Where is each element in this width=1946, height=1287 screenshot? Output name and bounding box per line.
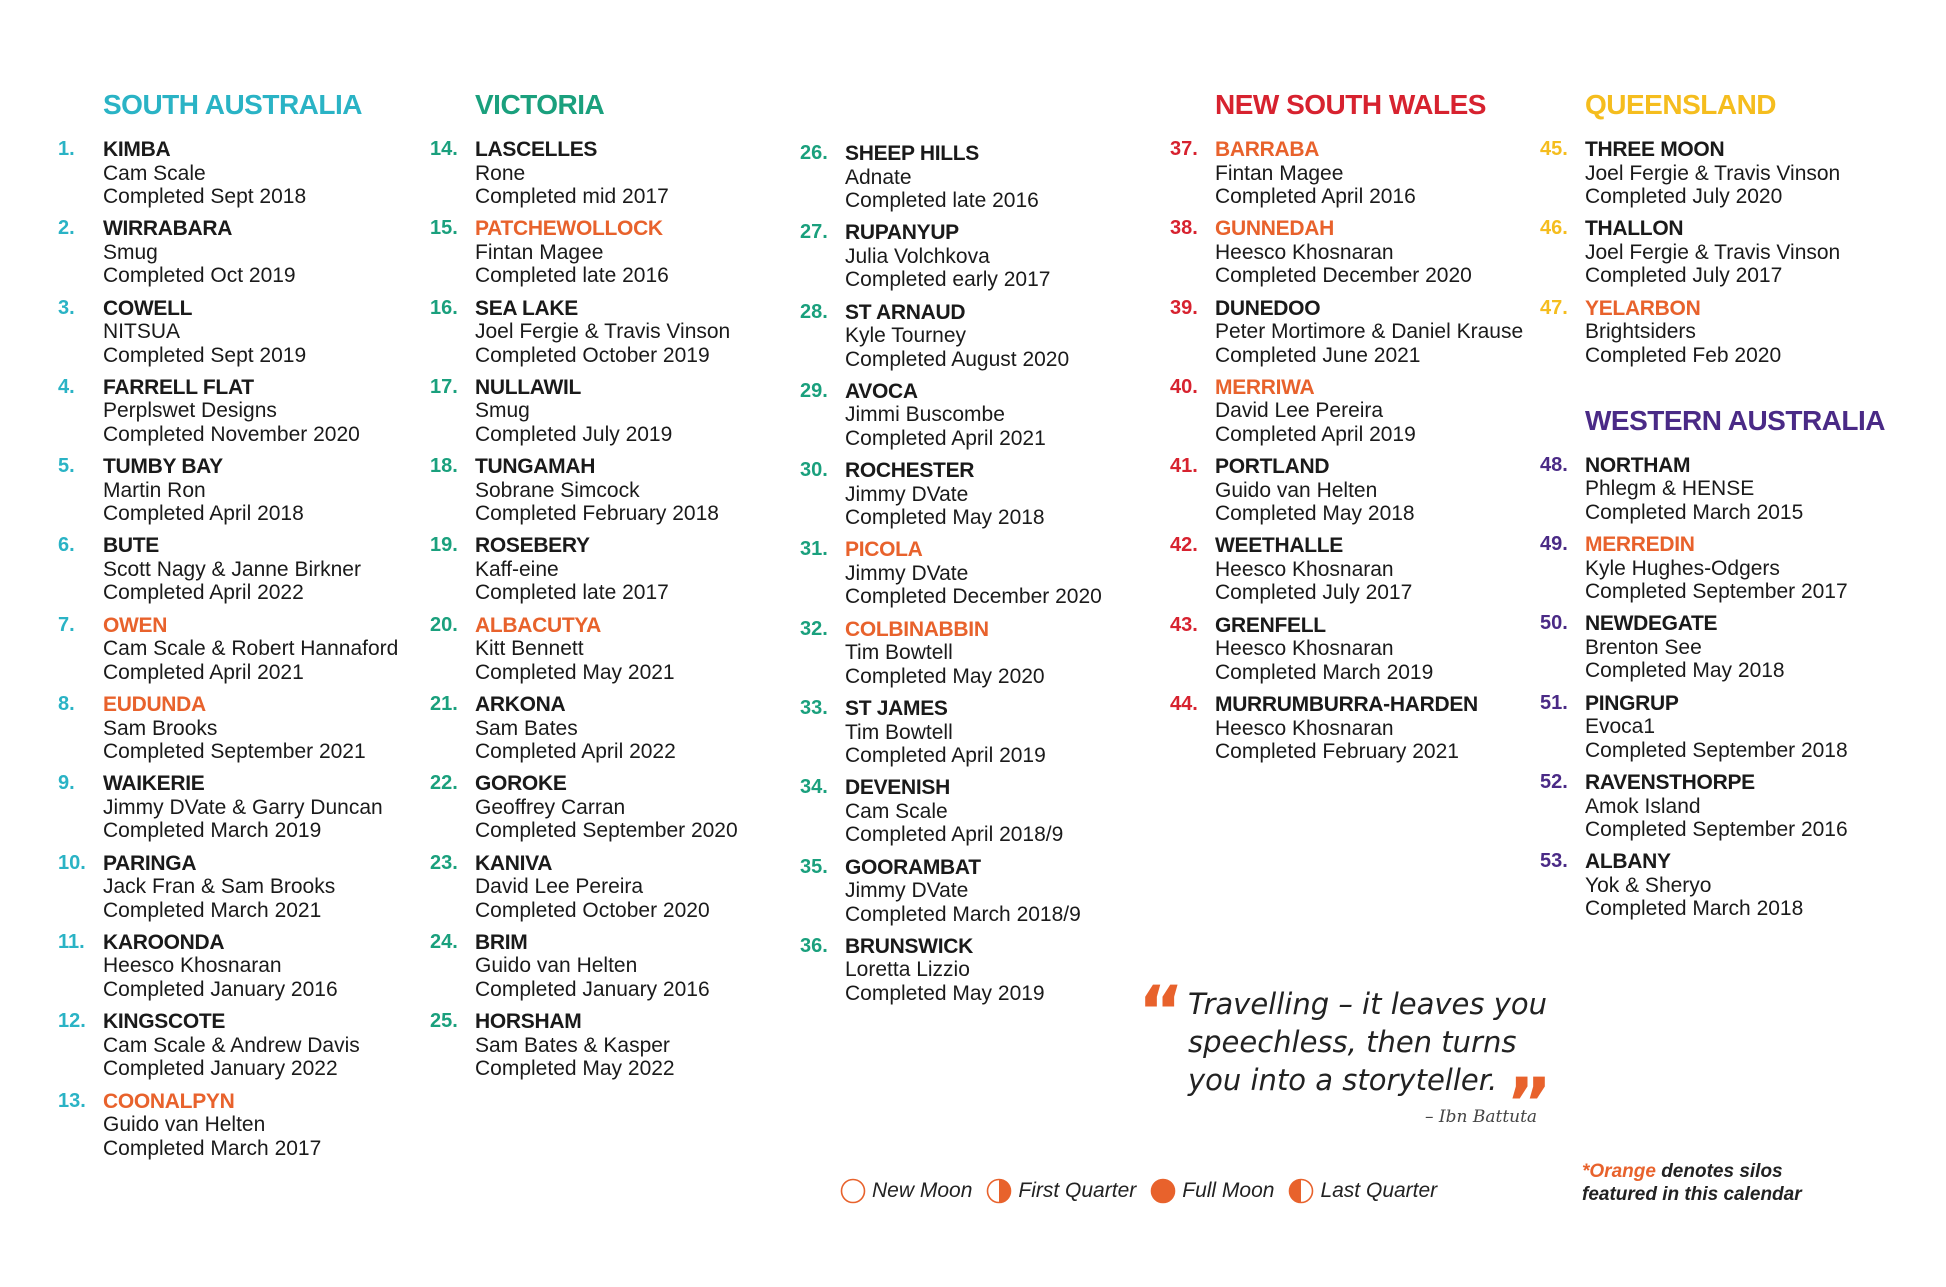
artist-name: NITSUA	[103, 320, 181, 344]
silo-name: LASCELLES	[475, 138, 598, 161]
silo-name: NULLAWIL	[475, 375, 582, 399]
silo-entry	[1170, 138, 1530, 217]
completion-date: Completed March 2018	[1585, 897, 1804, 921]
artist-name: Jimmy DVate & Garry Duncan	[103, 795, 383, 819]
entry-number: 14.	[430, 138, 458, 160]
entry-number: 13.	[58, 1089, 86, 1112]
silo-entry	[1170, 614, 1530, 693]
artist-name: Jack Fran & Sam Brooks	[103, 875, 336, 899]
completion-date: Completed March 2021	[103, 898, 322, 922]
artist-name: Adnate	[845, 165, 912, 189]
silo-name: BRUNSWICK	[845, 934, 973, 958]
silo-name: COLBINABBIN	[845, 617, 989, 641]
legend-label: Full Moon	[1182, 1179, 1275, 1202]
entry-number: 51.	[1540, 691, 1568, 714]
entry-number: 17.	[430, 375, 458, 398]
artist-name: Peter Mortimore & Daniel Krause	[1215, 320, 1524, 344]
silo-name: AVOCA	[845, 379, 918, 403]
silo-entry	[800, 221, 1160, 300]
entry-number: 50.	[1540, 612, 1568, 635]
footnote-line-1: denotes silos	[1655, 1161, 1783, 1182]
quote-line-3: you into a storyteller.	[1188, 1063, 1498, 1097]
completion-date: Completed mid 2017	[475, 185, 669, 208]
column-2	[430, 90, 790, 1090]
artist-name: Heesco Khosnaran	[1215, 240, 1394, 264]
entry-number: 15.	[430, 217, 458, 240]
silo-name: ALBANY	[1585, 850, 1671, 874]
silo-entry	[1170, 376, 1530, 455]
silo-entry	[430, 772, 790, 851]
entry-number: 46.	[1540, 217, 1568, 240]
artist-name: Fintan Magee	[1215, 161, 1344, 185]
silo-name: PATCHEWOLLOCK	[475, 217, 663, 241]
entry-number: 48.	[1540, 453, 1568, 476]
silo-name: BRIM	[475, 930, 528, 954]
silo-entry	[430, 138, 790, 217]
completion-date: Completed February 2018	[475, 502, 719, 526]
entry-number: 47.	[1540, 296, 1568, 319]
completion-date: Completed April 2021	[103, 660, 304, 684]
artist-name: Brightsiders	[1585, 320, 1696, 344]
silo-name: ST JAMES	[845, 697, 948, 721]
silo-name: BUTE	[103, 534, 159, 558]
artist-name: Cam Scale	[845, 799, 948, 823]
entry-number: 35.	[800, 855, 828, 878]
artist-name: Martin Ron	[103, 478, 206, 502]
legend-item	[986, 1178, 1136, 1204]
completion-date: Completed early 2017	[845, 268, 1051, 292]
completion-date: Completed May 2019	[845, 981, 1045, 1005]
entry-number: 32.	[800, 617, 828, 640]
artist-name: Kyle Tourney	[845, 324, 967, 348]
artist-name: Sam Bates	[475, 716, 578, 740]
artist-name: Brenton See	[1585, 635, 1702, 659]
entry-number: 8.	[58, 693, 75, 716]
entry-number: 7.	[58, 613, 75, 636]
entry-number: 45.	[1540, 138, 1568, 160]
completion-date: Completed May 2018	[1585, 659, 1785, 683]
silo-name: KIMBA	[103, 138, 171, 161]
artist-name: Joel Fergie & Travis Vinson	[1585, 240, 1841, 264]
artist-name: Julia Volchkova	[845, 244, 990, 268]
region-title: NEW SOUTH WALES	[1215, 89, 1486, 120]
completion-date: Completed May 2018	[1215, 502, 1415, 526]
full-moon-icon	[1150, 1178, 1176, 1204]
artist-name: Joel Fergie & Travis Vinson	[475, 320, 731, 344]
silo-name: THALLON	[1585, 217, 1684, 241]
close-quote-mark-icon: ”	[1506, 1063, 1553, 1145]
entry-number: 23.	[430, 851, 458, 874]
artist-name: Guido van Helten	[475, 954, 638, 978]
silo-name: COONALPYN	[103, 1089, 235, 1113]
moon-phase-legend	[840, 1178, 1437, 1204]
entry-number: 6.	[58, 534, 75, 557]
silo-name: MERREDIN	[1585, 533, 1695, 557]
silo-entry	[58, 852, 418, 931]
silo-entry	[1540, 138, 1900, 217]
entry-number: 26.	[800, 142, 828, 164]
completion-date: Completed late 2016	[475, 264, 669, 288]
artist-name: David Lee Pereira	[475, 875, 644, 899]
silo-name: KINGSCOTE	[103, 1010, 226, 1034]
artist-name: Loretta Lizzio	[845, 958, 970, 982]
silo-entry	[800, 459, 1160, 538]
silo-entry	[800, 380, 1160, 459]
entry-number: 44.	[1170, 693, 1198, 716]
artist-name: Rone	[475, 161, 526, 185]
artist-name: Jimmy DVate	[845, 561, 969, 585]
silo-entry	[1170, 217, 1530, 296]
silo-entry	[800, 618, 1160, 697]
artist-name: Evoca1	[1585, 715, 1656, 739]
column-4	[1170, 90, 1530, 772]
entry-number: 24.	[430, 930, 458, 953]
entry-number: 40.	[1170, 375, 1198, 398]
legend-item	[840, 1178, 972, 1204]
entry-number: 16.	[430, 296, 458, 319]
silo-entry	[1540, 850, 1900, 929]
silo-entry	[430, 217, 790, 296]
open-quote-mark-icon: “	[1138, 971, 1185, 1053]
silo-name: TUNGAMAH	[475, 455, 596, 479]
artist-name: Kyle Hughes-Odgers	[1585, 556, 1780, 580]
completion-date: Completed late 2017	[475, 581, 669, 605]
entry-number: 39.	[1170, 296, 1198, 319]
silo-name: PORTLAND	[1215, 455, 1330, 479]
footnote-line-2: featured in this calendar	[1582, 1184, 1802, 1205]
artist-name: Fintan Magee	[475, 240, 604, 264]
silo-entry	[800, 142, 1160, 221]
completion-date: Completed August 2020	[845, 347, 1070, 371]
completion-date: Completed September 2021	[103, 740, 366, 764]
silo-name: GUNNEDAH	[1215, 217, 1334, 241]
silo-entry	[58, 693, 418, 772]
entry-number: 2.	[58, 217, 75, 240]
last-quarter-icon	[1288, 1178, 1314, 1204]
region-title: WESTERN AUSTRALIA	[1585, 404, 1886, 436]
silo-name: ALBACUTYA	[475, 613, 602, 637]
completion-date: Completed May 2021	[475, 660, 675, 684]
silo-entry	[1170, 455, 1530, 534]
artist-name: Heesco Khosnaran	[1215, 716, 1394, 740]
completion-date: Completed April 2018	[103, 502, 304, 526]
silo-name: WIRRABARA	[103, 217, 233, 241]
artist-name: Tim Bowtell	[845, 641, 953, 665]
completion-date: Completed November 2020	[103, 422, 360, 446]
completion-date: Completed April 2018/9	[845, 823, 1064, 847]
completion-date: Completed January 2016	[103, 977, 338, 1001]
completion-date: Completed April 2022	[475, 740, 676, 764]
artist-name: Jimmy DVate	[845, 879, 969, 903]
column-1	[58, 90, 418, 1169]
silo-entry	[58, 614, 418, 693]
entry-number: 19.	[430, 534, 458, 557]
artist-name: Sobrane Simcock	[475, 478, 640, 502]
artist-name: Jimmy DVate	[845, 482, 969, 506]
silo-name: MURRUMBURRA-HARDEN	[1215, 693, 1478, 717]
completion-date: Completed September 2018	[1585, 738, 1848, 762]
legend-item	[1150, 1178, 1274, 1204]
legend-label: New Moon	[872, 1179, 973, 1202]
silo-name: GRENFELL	[1215, 613, 1326, 637]
silo-entry	[58, 772, 418, 851]
quote-line-2: speechless, then turns	[1188, 1025, 1517, 1059]
completion-date: Completed July 2017	[1585, 264, 1783, 288]
region-title: QUEENSLAND	[1585, 89, 1777, 120]
silo-entry	[800, 301, 1160, 380]
silo-name: YELARBON	[1585, 296, 1701, 320]
silo-name: WEETHALLE	[1215, 534, 1343, 558]
silo-name: ROCHESTER	[845, 459, 975, 483]
silo-entry	[1540, 692, 1900, 771]
silo-entry	[1540, 771, 1900, 850]
artist-name: Cam Scale	[103, 161, 206, 185]
silo-name: ROSEBERY	[475, 534, 590, 558]
artist-name: Yok & Sheryo	[1585, 873, 1712, 897]
entry-number: 33.	[800, 697, 828, 720]
entry-number: 18.	[430, 455, 458, 478]
legend-label: First Quarter	[1018, 1179, 1137, 1202]
column-5	[1540, 90, 1900, 930]
entry-number: 36.	[800, 934, 828, 957]
completion-date: Completed March 2015	[1585, 500, 1804, 524]
silo-entry	[58, 217, 418, 296]
silo-name: ARKONA	[475, 693, 566, 717]
silo-entry	[800, 697, 1160, 776]
silo-name: COWELL	[103, 296, 193, 320]
entry-number: 11.	[58, 930, 85, 953]
silo-entry	[430, 297, 790, 376]
entry-number: 37.	[1170, 138, 1198, 160]
silo-name: SEA LAKE	[475, 296, 578, 320]
artist-name: Heesco Khosnaran	[1215, 637, 1394, 661]
silo-name: GOROKE	[475, 772, 567, 796]
silo-entry	[58, 297, 418, 376]
silo-name: HORSHAM	[475, 1010, 582, 1034]
artist-name: Heesco Khosnaran	[103, 954, 282, 978]
silo-name: RAVENSTHORPE	[1585, 771, 1755, 795]
entry-number: 30.	[800, 459, 828, 482]
entry-number: 20.	[430, 613, 458, 636]
silo-name: DUNEDOO	[1215, 296, 1321, 320]
entry-number: 43.	[1170, 613, 1198, 636]
artist-name: Jimmi Buscombe	[845, 403, 1005, 427]
silo-name: KANIVA	[475, 851, 553, 875]
completion-date: Completed Sept 2019	[103, 343, 307, 367]
artist-name: Tim Bowtell	[845, 720, 953, 744]
silo-entry	[430, 852, 790, 931]
completion-date: Completed March 2019	[1215, 660, 1434, 684]
completion-date: Completed Feb 2020	[1585, 343, 1782, 367]
completion-date: Completed May 2022	[475, 1057, 675, 1081]
entry-number: 34.	[800, 776, 828, 799]
silo-name: WAIKERIE	[103, 772, 205, 796]
completion-date: Completed December 2020	[1215, 264, 1472, 288]
completion-date: Completed July 2020	[1585, 185, 1783, 208]
silo-entry	[800, 538, 1160, 617]
silo-entry	[58, 1010, 418, 1089]
completion-date: Completed April 2022	[103, 581, 304, 605]
silo-entry	[58, 138, 418, 217]
silo-entry	[430, 614, 790, 693]
completion-date: Completed July 2019	[475, 422, 673, 446]
completion-date: Completed Oct 2019	[103, 264, 296, 288]
silo-entry	[1540, 297, 1900, 376]
entry-number: 31.	[800, 538, 828, 561]
silo-name: SHEEP HILLS	[845, 142, 980, 165]
artist-name: David Lee Pereira	[1215, 399, 1384, 423]
silo-name: PICOLA	[845, 538, 923, 562]
entry-number: 52.	[1540, 771, 1568, 794]
silo-name: PARINGA	[103, 851, 197, 875]
completion-date: Completed July 2017	[1215, 581, 1413, 605]
completion-date: Completed September 2016	[1585, 818, 1848, 842]
silo-name: OWEN	[103, 613, 168, 637]
footnote-orange-word: *Orange	[1582, 1161, 1656, 1182]
artist-name: Sam Bates & Kasper	[475, 1033, 670, 1057]
completion-date: Completed April 2021	[845, 426, 1046, 450]
artist-name: Guido van Helten	[1215, 478, 1378, 502]
entry-number: 49.	[1540, 533, 1568, 556]
legend-item	[1288, 1178, 1437, 1204]
completion-date: Completed March 2019	[103, 819, 322, 843]
silo-entry	[1540, 217, 1900, 296]
silo-name: MERRIWA	[1215, 375, 1315, 399]
completion-date: Completed December 2020	[845, 585, 1102, 609]
silo-name: ST ARNAUD	[845, 300, 966, 324]
artist-name: Geoffrey Carran	[475, 795, 626, 819]
entry-number: 41.	[1170, 455, 1198, 478]
completion-date: Completed Sept 2018	[103, 185, 307, 208]
artist-name: Joel Fergie & Travis Vinson	[1585, 161, 1841, 185]
artist-name: Phlegm & HENSE	[1585, 477, 1755, 501]
silo-name: TUMBY BAY	[103, 455, 223, 479]
silo-entry	[58, 931, 418, 1010]
silo-name: DEVENISH	[845, 776, 950, 800]
silo-entry	[1170, 534, 1530, 613]
silo-entry	[1540, 612, 1900, 691]
silo-name: EUDUNDA	[103, 693, 206, 717]
entry-number: 21.	[430, 693, 458, 716]
silo-entry	[1540, 454, 1900, 533]
entry-number: 29.	[800, 379, 828, 402]
silo-entry	[1540, 533, 1900, 612]
silo-entry	[800, 776, 1160, 855]
entry-number: 3.	[58, 296, 75, 319]
new-moon-icon	[840, 1178, 866, 1204]
silo-entry	[1170, 693, 1530, 772]
entry-number: 12.	[58, 1010, 86, 1033]
silo-name: PINGRUP	[1585, 691, 1679, 715]
silo-entry	[58, 376, 418, 455]
entry-number: 53.	[1540, 850, 1568, 873]
artist-name: Smug	[475, 399, 530, 423]
artist-name: Smug	[103, 240, 158, 264]
legend-label: Last Quarter	[1320, 1179, 1438, 1202]
completion-date: Completed April 2019	[845, 744, 1046, 768]
silo-entry	[430, 1010, 790, 1089]
silo-name: KAROONDA	[103, 930, 225, 954]
artist-name: Scott Nagy & Janne Birkner	[103, 557, 361, 581]
entry-number: 1.	[58, 138, 75, 160]
silo-entry	[58, 534, 418, 613]
entry-number: 27.	[800, 221, 828, 244]
quote-author: – Ibn Battuta	[1425, 1107, 1538, 1127]
region-title: VICTORIA	[475, 89, 605, 120]
completion-date: Completed June 2021	[1215, 343, 1421, 367]
entry-number: 28.	[800, 300, 828, 323]
entry-number: 22.	[430, 772, 458, 795]
silo-entry	[58, 1090, 418, 1169]
completion-date: Completed May 2018	[845, 506, 1045, 530]
orange-footnote	[1582, 1160, 1802, 1206]
entry-number: 5.	[58, 455, 75, 478]
entry-number: 42.	[1170, 534, 1198, 557]
completion-date: Completed September 2020	[475, 819, 738, 843]
silo-entry	[430, 693, 790, 772]
completion-date: Completed October 2020	[475, 898, 710, 922]
quote-line-1: Travelling – it leaves you	[1188, 987, 1547, 1021]
silo-entry	[800, 856, 1160, 935]
completion-date: Completed March 2018/9	[845, 902, 1081, 926]
artist-name: Amok Island	[1585, 794, 1701, 818]
column-3	[800, 142, 1160, 1014]
silo-name: NEWDEGATE	[1585, 612, 1718, 636]
silo-name: FARRELL FLAT	[103, 375, 254, 399]
artist-name: Perplswet Designs	[103, 399, 277, 423]
first-quarter-icon	[986, 1178, 1012, 1204]
silo-name: BARRABA	[1215, 138, 1320, 161]
artist-name: Cam Scale & Andrew Davis	[103, 1033, 360, 1057]
entry-number: 38.	[1170, 217, 1198, 240]
completion-date: Completed May 2020	[845, 664, 1045, 688]
region-title: SOUTH AUSTRALIA	[103, 89, 363, 120]
silo-entry	[430, 931, 790, 1010]
artist-name: Guido van Helten	[103, 1113, 266, 1137]
silo-name: GOORAMBAT	[845, 855, 981, 879]
silo-entry	[430, 376, 790, 455]
artist-name: Heesco Khosnaran	[1215, 557, 1394, 581]
entry-number: 9.	[58, 772, 75, 795]
silo-entry	[1170, 297, 1530, 376]
completion-date: Completed October 2019	[475, 343, 710, 367]
entry-number: 25.	[430, 1010, 458, 1033]
silo-entry	[800, 935, 1160, 1014]
artist-name: Kitt Bennett	[475, 637, 584, 661]
silo-name: THREE MOON	[1585, 138, 1725, 161]
entry-number: 10.	[58, 851, 86, 874]
artist-name: Cam Scale & Robert Hannaford	[103, 637, 399, 661]
completion-date: Completed September 2017	[1585, 580, 1848, 604]
silo-name: NORTHAM	[1585, 453, 1691, 477]
artist-name: Kaff-eine	[475, 557, 559, 581]
entry-number: 4.	[58, 375, 75, 398]
completion-date: Completed March 2017	[103, 1136, 322, 1160]
completion-date: Completed April 2019	[1215, 422, 1416, 446]
completion-date: Completed January 2016	[475, 977, 710, 1001]
silo-name: RUPANYUP	[845, 221, 959, 245]
completion-date: Completed February 2021	[1215, 740, 1459, 764]
completion-date: Completed April 2016	[1215, 185, 1416, 208]
completion-date: Completed January 2022	[103, 1057, 338, 1081]
silo-entry	[430, 534, 790, 613]
completion-date: Completed late 2016	[845, 189, 1039, 212]
artist-name: Sam Brooks	[103, 716, 218, 740]
silo-entry	[430, 455, 790, 534]
silo-entry	[58, 455, 418, 534]
